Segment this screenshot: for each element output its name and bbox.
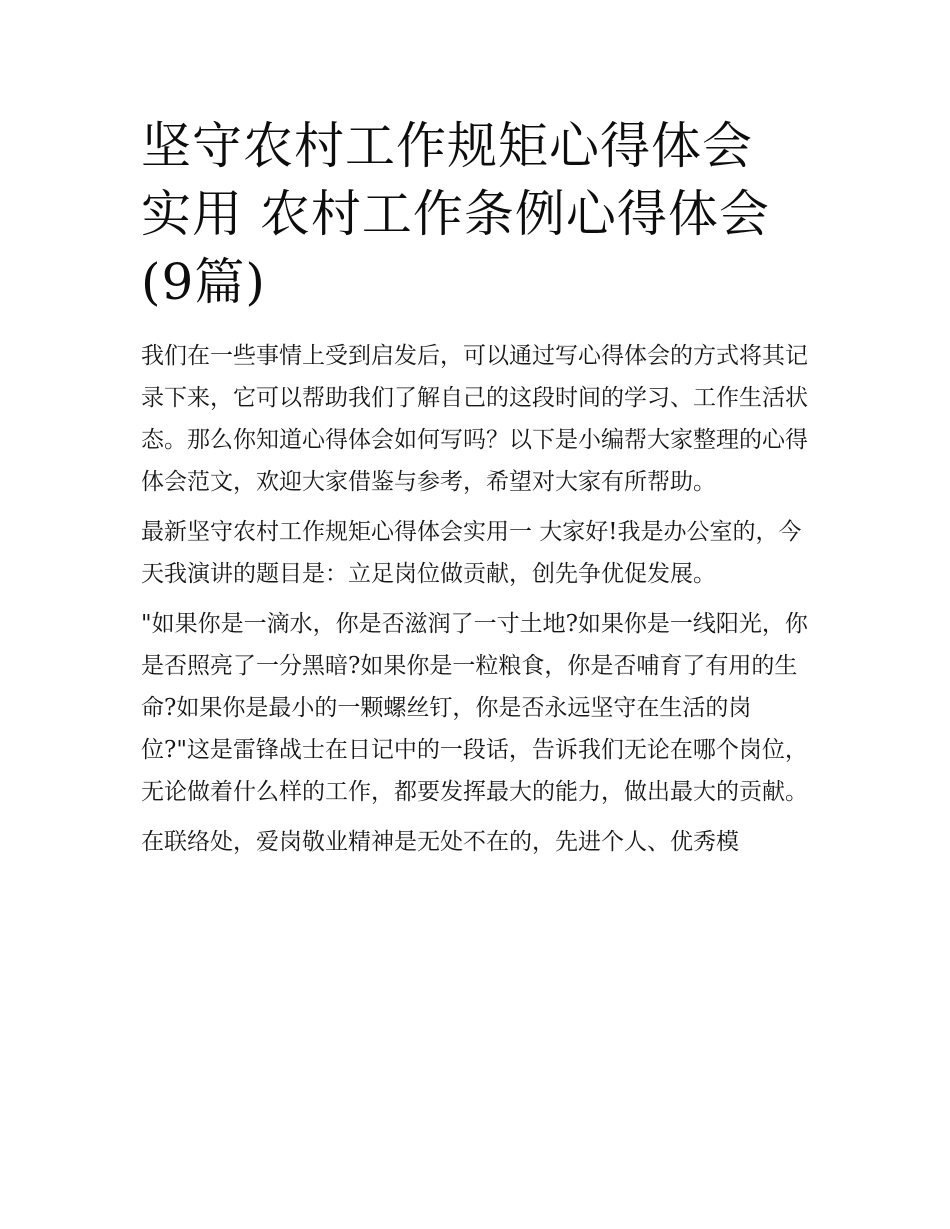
body-paragraph-lei-feng-quote: "如果你是一滴水，你是否滋润了一寸土地?如果你是一线阳光，你是否照亮了一分黑暗?如果你是一粒粮食，你是否哺育了有用的生命?如果你是最小的一颗螺丝钉，你是否永远坚守在生活的岗位?"这是雷锋战士在日记中的一段话，告诉我们无论在哪个岗位，无论做着什么样的工作，都要发挥最大的能力，做出最大的贡献。 (141, 611, 808, 805)
body-paragraph-liaison-office: 在联络处，爱岗敬业精神是无处不在的，先进个人、优秀模 (141, 829, 739, 855)
document-content (141, 112, 813, 863)
document-body (141, 335, 813, 863)
body-paragraph-speech-opening: 最新坚守农村工作规矩心得体会实用一 大家好!我是办公室的，今天我演讲的题目是：立足岗位做贡献，创先争优促发展。 (141, 519, 802, 587)
document-title: 坚守农村工作规矩心得体会实用 农村工作条例心得体会(9篇) (141, 117, 770, 311)
body-paragraph-intro: 我们在一些事情上受到启发后，可以通过写心得体会的方式将其记录下来，它可以帮助我们了解自己的这段时间的学习、工作生活状态。那么你知道心得体会如何写吗？以下是小编帮大家整理的心得体会范文，欢迎大家借鉴与参考，希望对大家有所帮助。 (141, 343, 808, 495)
